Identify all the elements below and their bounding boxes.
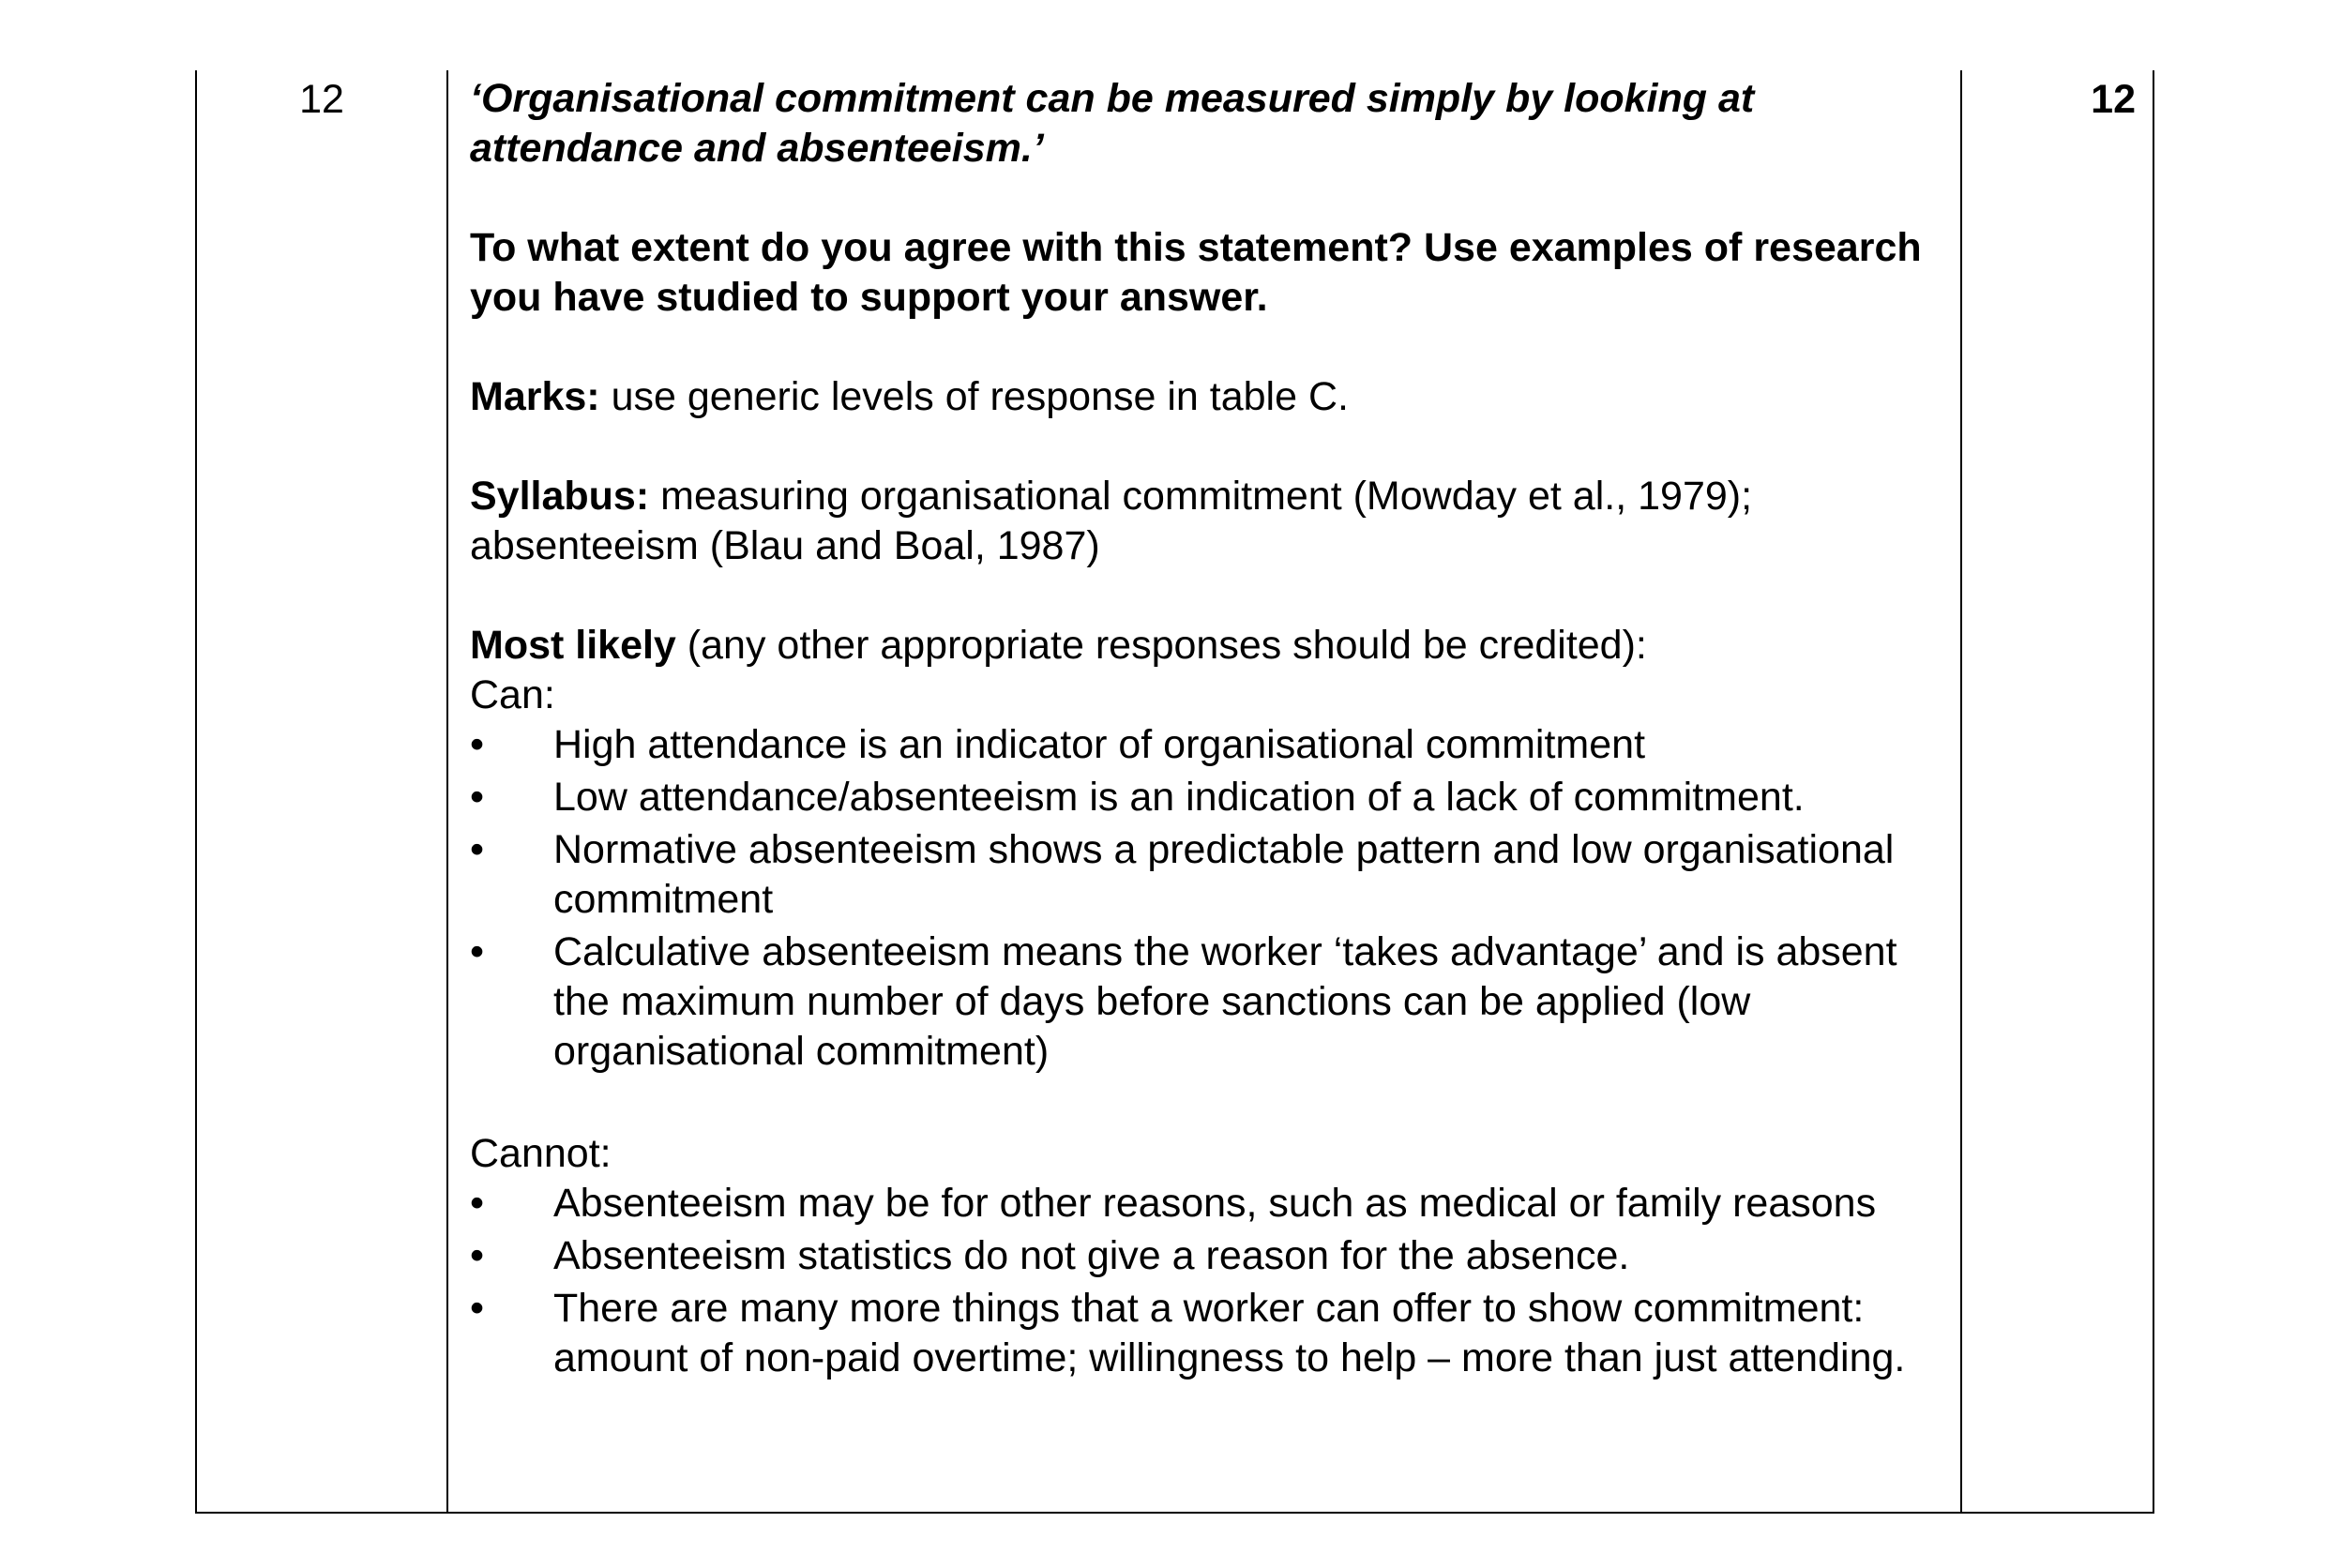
most-likely-guidance: [470, 621, 1933, 671]
marks-label: Marks:: [470, 374, 600, 419]
question-instruction: To what extent do you agree with this statement? Use examples of research you have studied to support your answer.: [470, 225, 1922, 320]
list-item: • High attendance is an indicator of organisational commitment: [470, 720, 1933, 770]
answer-guidance-cell: [470, 74, 1933, 1386]
column-divider-right: [1960, 70, 1962, 1512]
bullet-icon: •: [470, 722, 485, 767]
can-list: [470, 720, 1933, 1077]
bullet-icon: •: [470, 1233, 485, 1278]
most-likely-text: (any other appropriate responses should be credited):: [675, 623, 1647, 668]
list-item: • Low attendance/absenteeism is an indication of a lack of commitment.: [470, 773, 1933, 822]
most-likely-label: Most likely: [470, 623, 676, 668]
bullet-icon: •: [470, 929, 485, 974]
marks-guidance: [470, 372, 1933, 422]
list-item: • Calculative absenteeism means the worker ‘takes advantage’ and is absent the maximum number of days before sanctions can be applied (low organisational commitment): [470, 929, 1897, 1074]
bullet-icon: •: [470, 827, 485, 872]
cannot-heading: Cannot:: [470, 1131, 612, 1176]
list-item: • Absenteeism statistics do not give a reason for the absence.: [470, 1231, 1933, 1281]
syllabus-guidance: [470, 472, 1933, 571]
column-divider-left: [446, 70, 448, 1512]
cannot-list: [470, 1179, 1933, 1383]
question-quote: ‘Organisational commitment can be measured simply by looking at attendance and absenteeism.’: [470, 76, 1755, 171]
syllabus-text: measuring organisational commitment (Mowday et al., 1979); absenteeism (Blau and Boal, 1987): [470, 474, 1753, 568]
list-item: • There are many more things that a worker can offer to show commitment: amount of non-paid overtime; willingness to help – more than just attending.: [470, 1286, 1906, 1380]
bullet-icon: •: [470, 1286, 485, 1331]
mark-scheme-table-row: [195, 70, 2154, 1514]
list-item: • Normative absenteeism shows a predictable pattern and low organisational commitment: [470, 827, 1895, 922]
bullet-icon: •: [470, 1181, 485, 1226]
marks-text: use generic levels of response in table C.: [599, 374, 1349, 419]
question-number: 12: [299, 77, 344, 122]
bullet-icon: •: [470, 775, 485, 820]
list-item: • Absenteeism may be for other reasons, such as medical or family reasons: [470, 1179, 1933, 1229]
marks-value: 12: [2091, 77, 2136, 122]
syllabus-label: Syllabus:: [470, 474, 650, 519]
can-heading: Can:: [470, 672, 555, 717]
